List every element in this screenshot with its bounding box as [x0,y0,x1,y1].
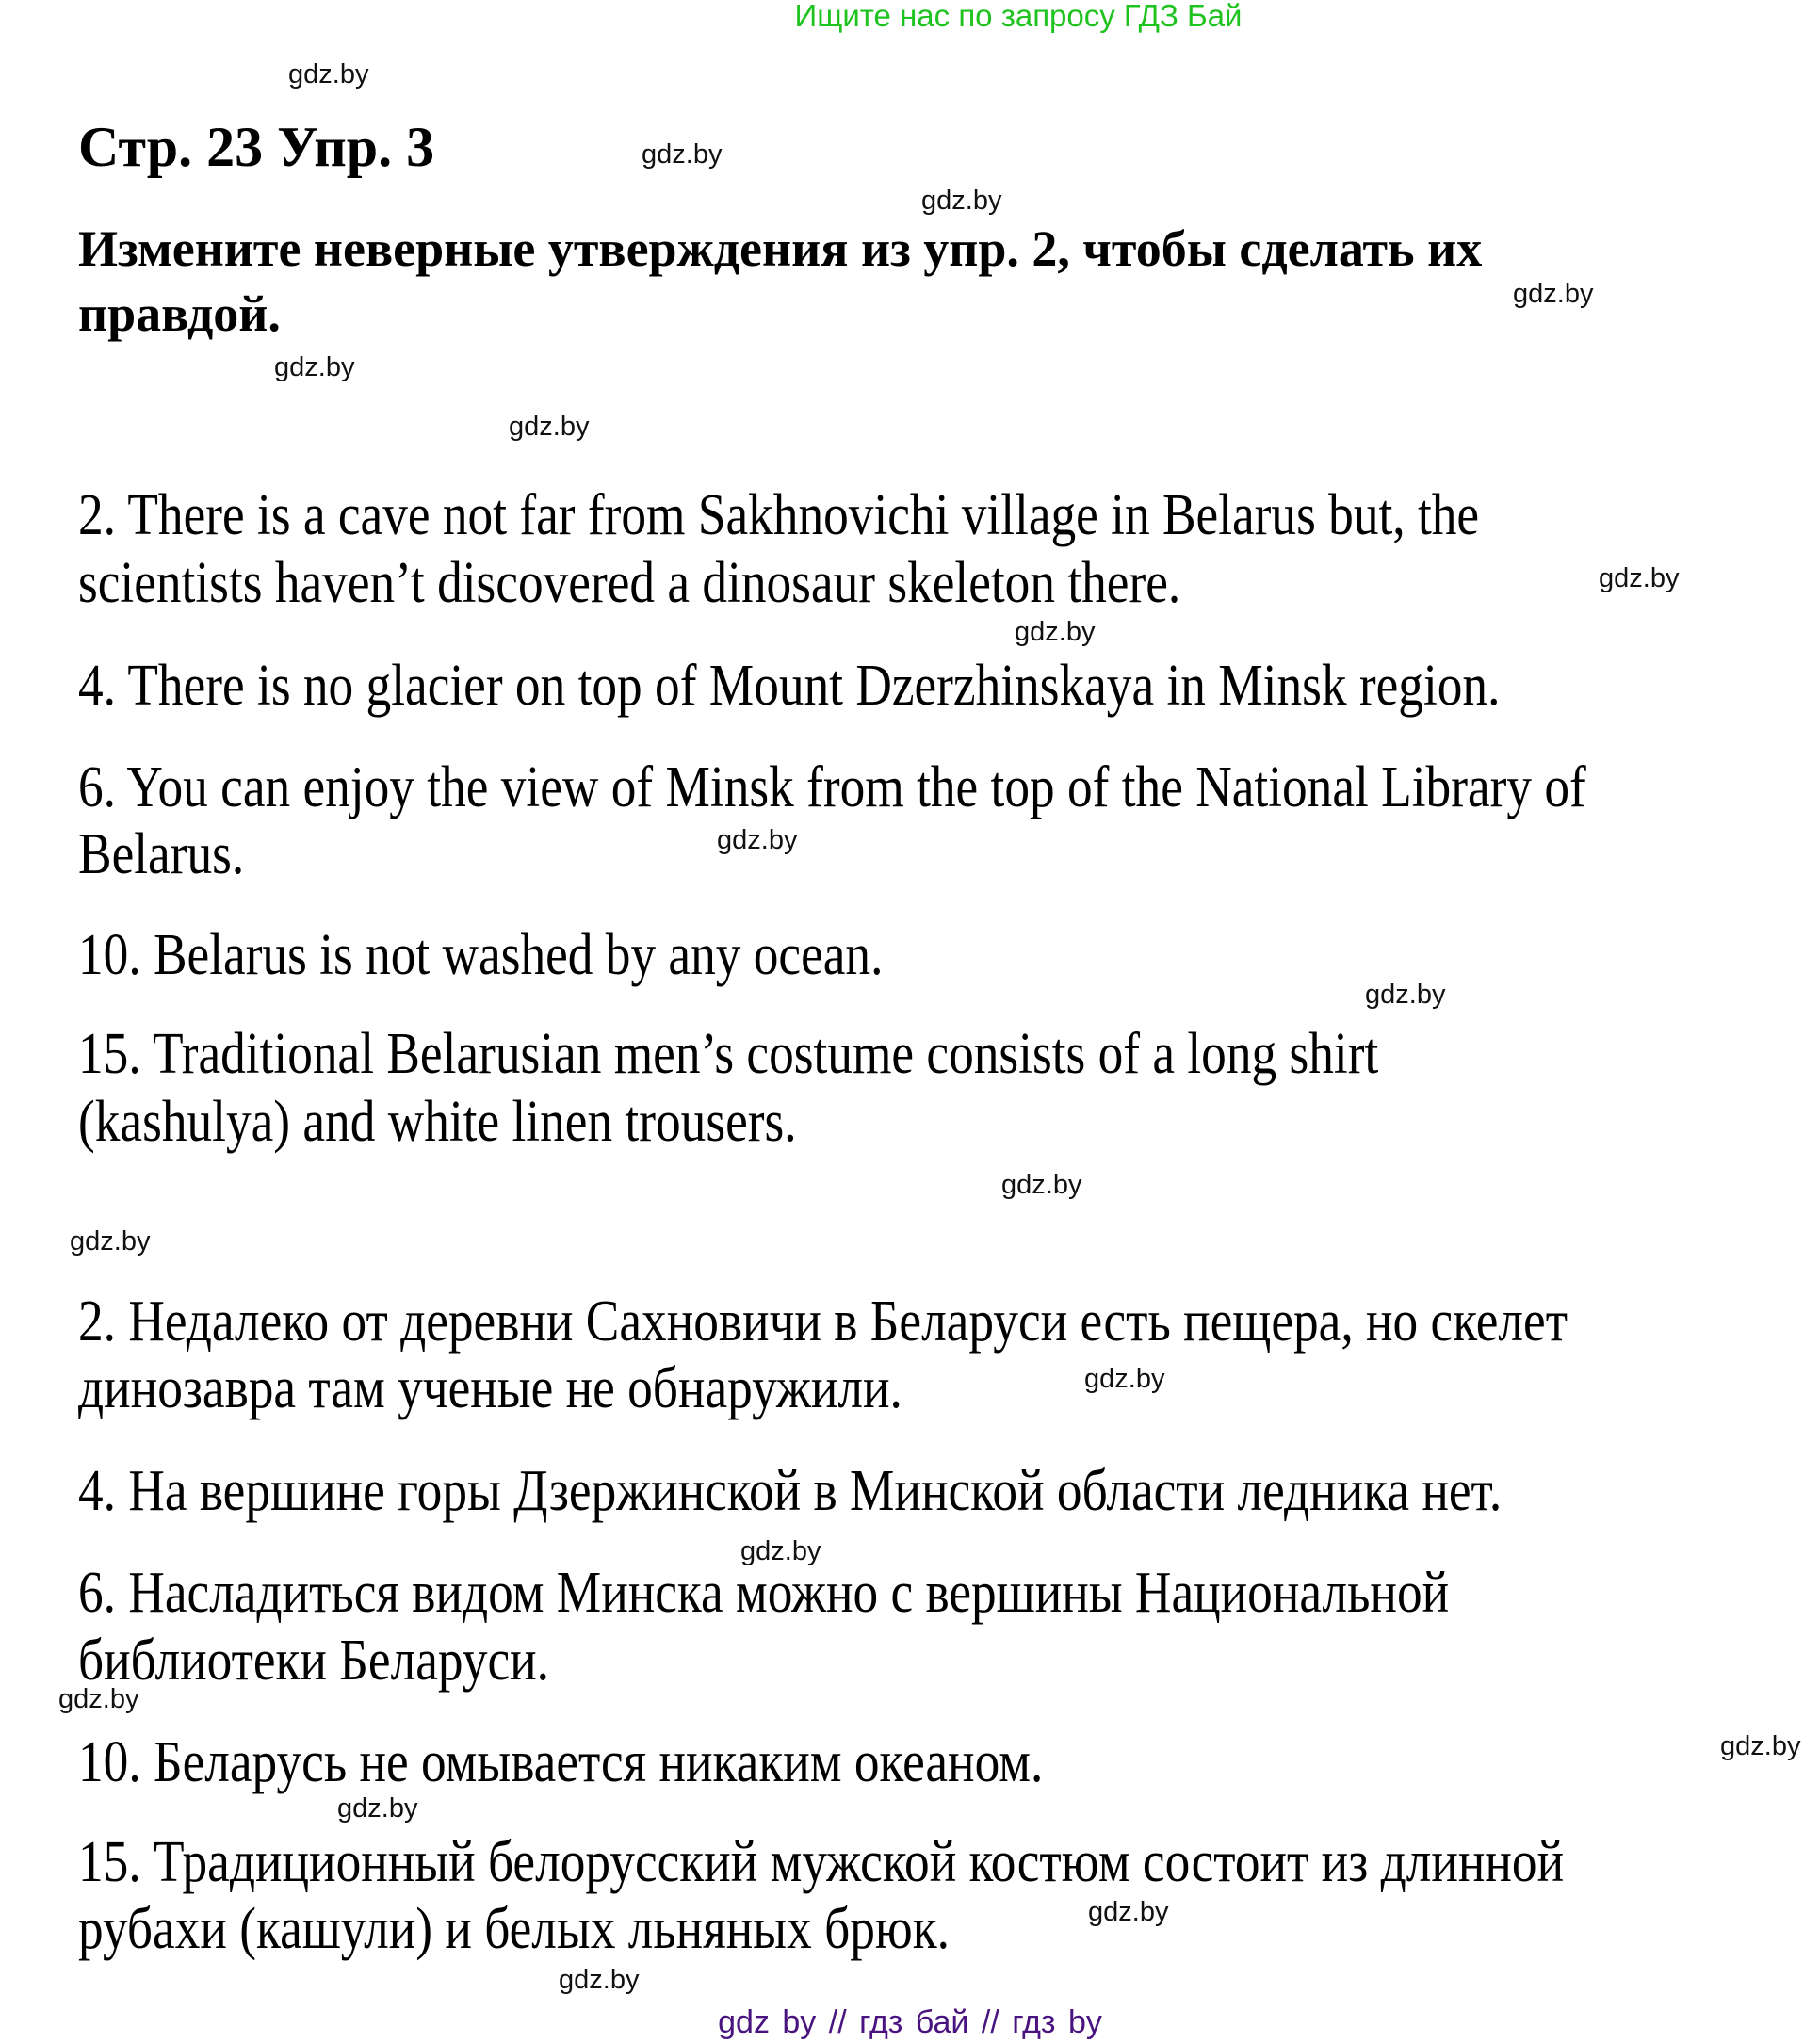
russian-item-4: 4. На вершине горы Дзержинской в Минской области ледника нет. [78,1459,1503,1523]
russian-item-10: 10. Беларусь не омывается никаким океаном. [78,1730,1044,1794]
russian-item-2-line-1: 2. Недалеко от деревни Сахновичи в Беларуси есть пещера, но скелет [78,1289,1568,1354]
watermark: gdz.by [1084,1364,1165,1394]
watermark: gdz.by [1720,1731,1801,1761]
watermark: gdz.by [1599,563,1680,593]
page-title: Стр. 23 Упр. 3 [78,116,435,178]
english-item-10: 10. Belarus is not washed by any ocean. [78,923,884,987]
watermark: gdz.by [274,352,355,382]
watermark: gdz.by [1015,617,1096,647]
watermark: gdz.by [1088,1897,1169,1927]
english-item-4: 4. There is no glacier on top of Mount Dzerzhinskaya in Minsk region. [78,654,1501,718]
watermark: gdz.by [58,1684,139,1714]
english-item-2-line-2: scientists haven’t discovered a dinosaur skeleton there. [78,551,1181,615]
english-item-6-line-2: Belarus. [78,822,245,886]
watermark: gdz.by [70,1226,151,1257]
english-item-2-line-1: 2. There is a cave not far from Sakhnovichi village in Belarus but, the [78,483,1480,547]
footer-links: gdz by // гдз бай // гдз by [718,2004,1102,2040]
watermark: gdz.by [717,825,798,855]
watermark: gdz.by [509,412,590,442]
watermark: gdz.by [1513,279,1594,309]
watermark: gdz.by [642,139,723,170]
instruction-line-1: Измените неверные утверждения из упр. 2, чтобы сделать их [78,220,1483,277]
search-banner: Ищите нас по запросу ГДЗ Бай [794,0,1243,33]
russian-item-15-line-1: 15. Традиционный белорусский мужской костюм состоит из длинной [78,1830,1565,1894]
watermark: gdz.by [740,1536,821,1566]
english-item-15-line-1: 15. Traditional Belarusian men’s costume consists of a long shirt [78,1022,1379,1086]
watermark: gdz.by [1001,1170,1082,1200]
watermark: gdz.by [921,186,1002,216]
english-item-15-line-2: (kashulya) and white linen trousers. [78,1090,797,1154]
instruction-line-2: правдой. [78,285,281,342]
russian-item-6-line-2: библиотеки Беларуси. [78,1629,550,1693]
watermark: gdz.by [1365,980,1446,1010]
watermark: gdz.by [288,59,369,89]
russian-item-15-line-2: рубахи (кашули) и белых льняных брюк. [78,1897,950,1961]
english-item-6-line-1: 6. You can enjoy the view of Minsk from the top of the National Library of [78,755,1586,819]
russian-item-2-line-2: динозавра там ученые не обнаружили. [78,1356,902,1420]
russian-item-6-line-1: 6. Насладиться видом Минска можно с вершины Национальной [78,1561,1450,1625]
watermark: gdz.by [337,1793,418,1824]
watermark: gdz.by [559,1965,640,1995]
